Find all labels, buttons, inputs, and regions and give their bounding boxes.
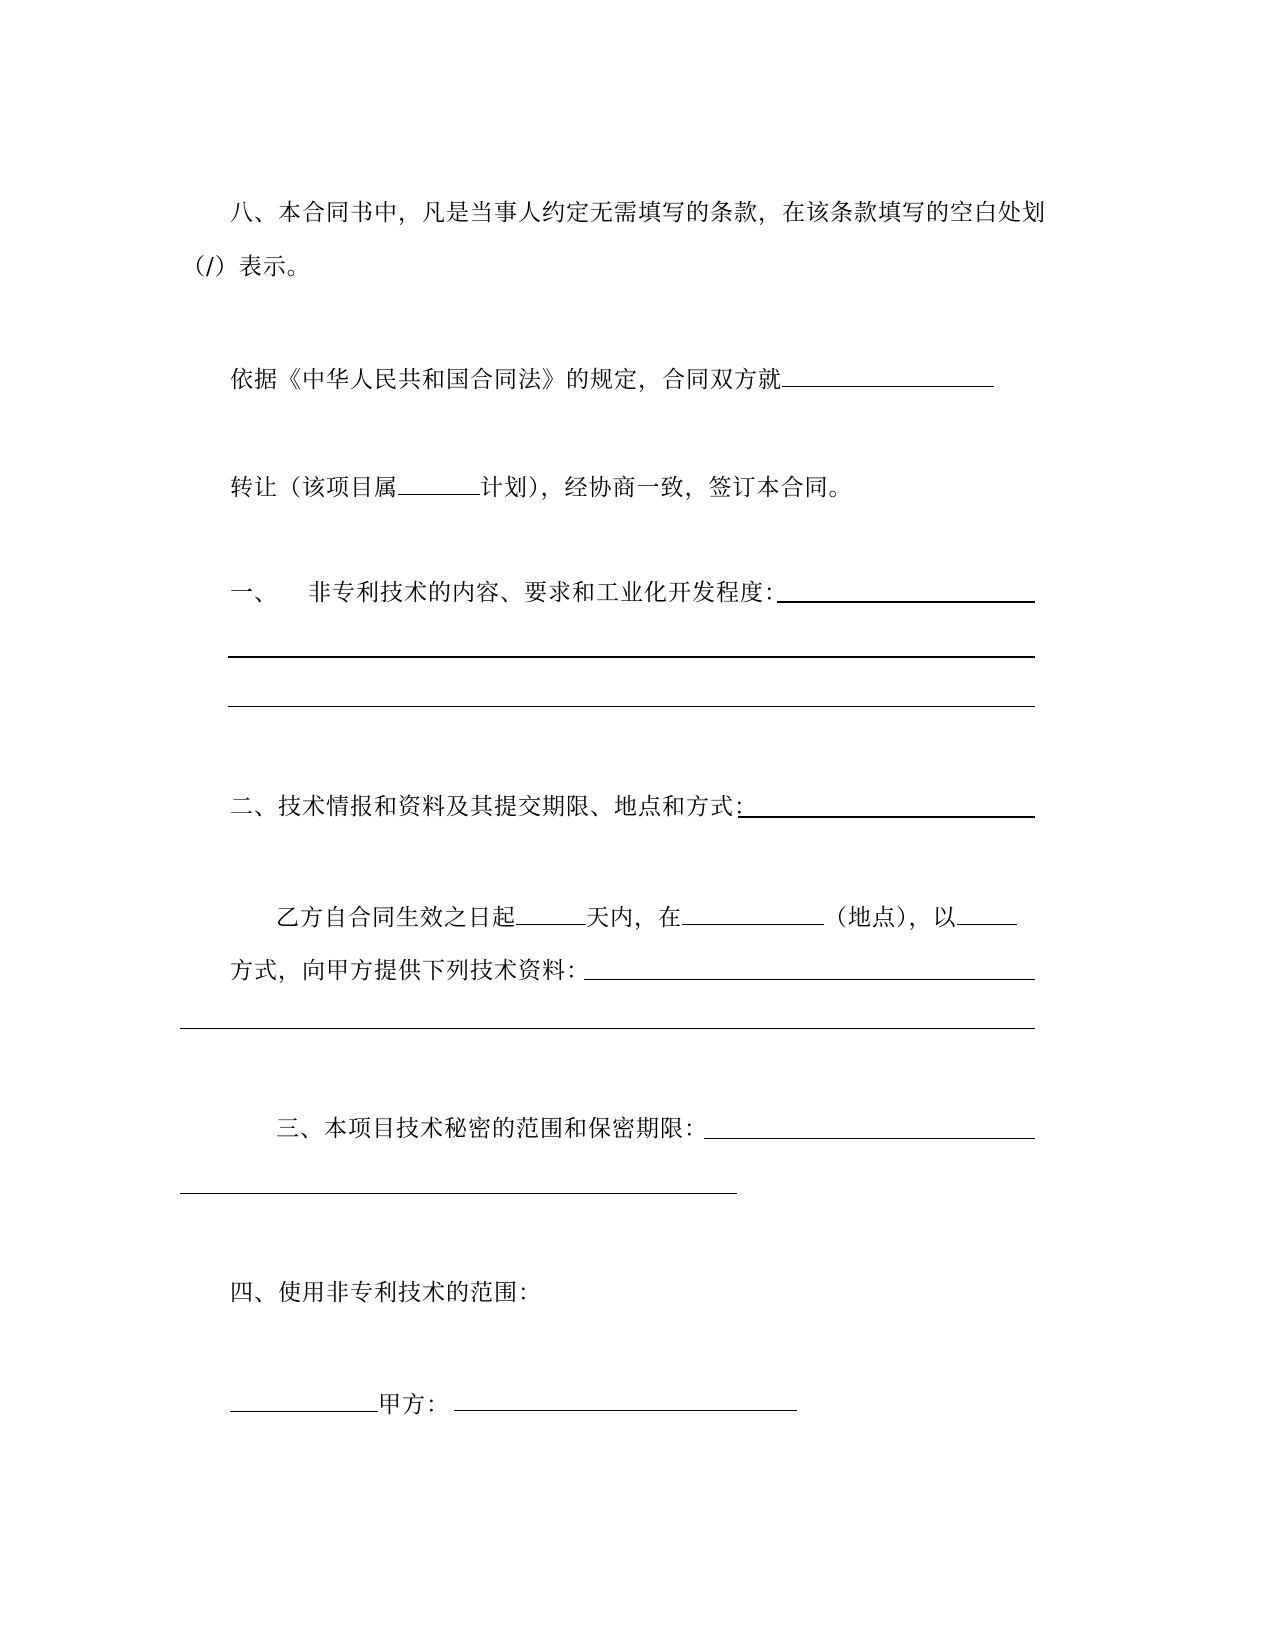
section2-text-c: （地点），以 (824, 905, 957, 931)
section2-para-line2 (230, 956, 590, 986)
party-a-blank-name[interactable] (454, 1410, 797, 1411)
section2-blank-materials[interactable] (584, 979, 1035, 980)
section2-title: 二、技术情报和资料及其提交期限、地点和方式： (230, 794, 758, 820)
section2-blank-inline[interactable] (738, 816, 1035, 818)
party-a-line (230, 1387, 450, 1420)
clause8-line1 (230, 198, 1046, 228)
section4-title: 四、使用非专利技术的范围： (230, 1280, 542, 1306)
clause8-text-1: 八、本合同书中，凡是当事人约定无需填写的条款，在该条款填写的空白处划 (230, 200, 1046, 226)
section1-heading (230, 578, 788, 608)
section2-heading (230, 792, 758, 822)
section1-blank-line-1[interactable] (228, 656, 1035, 658)
intro-text-2b: 计划），经协商一致，签订本合同。 (480, 475, 853, 501)
clause8-text-2: （/）表示。 (182, 254, 311, 280)
section4-heading (230, 1278, 542, 1308)
intro-line1 (230, 362, 994, 395)
party-a-label: 甲方： (378, 1392, 450, 1418)
section2-blank-line-full[interactable] (180, 1028, 1035, 1029)
section2-blank-days[interactable] (516, 900, 586, 925)
section2-text-b: 天内，在 (586, 905, 682, 931)
section1-blank-line-2[interactable] (228, 706, 1035, 707)
clause8-line2 (182, 252, 311, 282)
intro-line2 (230, 470, 853, 503)
section2-blank-method[interactable] (957, 900, 1017, 925)
section3-title: 三、本项目技术秘密的范围和保密期限： (276, 1116, 708, 1142)
section1-number: 一、 (230, 580, 278, 606)
intro-text-1: 依据《中华人民共和国合同法》的规定，合同双方就 (230, 367, 782, 393)
intro-blank-subject[interactable] (782, 362, 994, 387)
section3-blank-line[interactable] (180, 1193, 737, 1194)
intro-blank-plan[interactable] (398, 470, 480, 495)
section3-heading (276, 1114, 708, 1144)
section2-para-line1 (276, 900, 1017, 933)
intro-text-2a: 转让（该项目属 (230, 475, 398, 501)
section3-blank-inline[interactable] (704, 1138, 1035, 1139)
section2-blank-location[interactable] (682, 900, 824, 925)
section2-text-line2: 方式，向甲方提供下列技术资料： (230, 958, 590, 984)
party-a-blank-lead[interactable] (230, 1387, 378, 1412)
section1-title: 非专利技术的内容、要求和工业化开发程度： (308, 580, 788, 606)
section1-blank-inline[interactable] (777, 601, 1035, 603)
section2-text-a: 乙方自合同生效之日起 (276, 905, 516, 931)
